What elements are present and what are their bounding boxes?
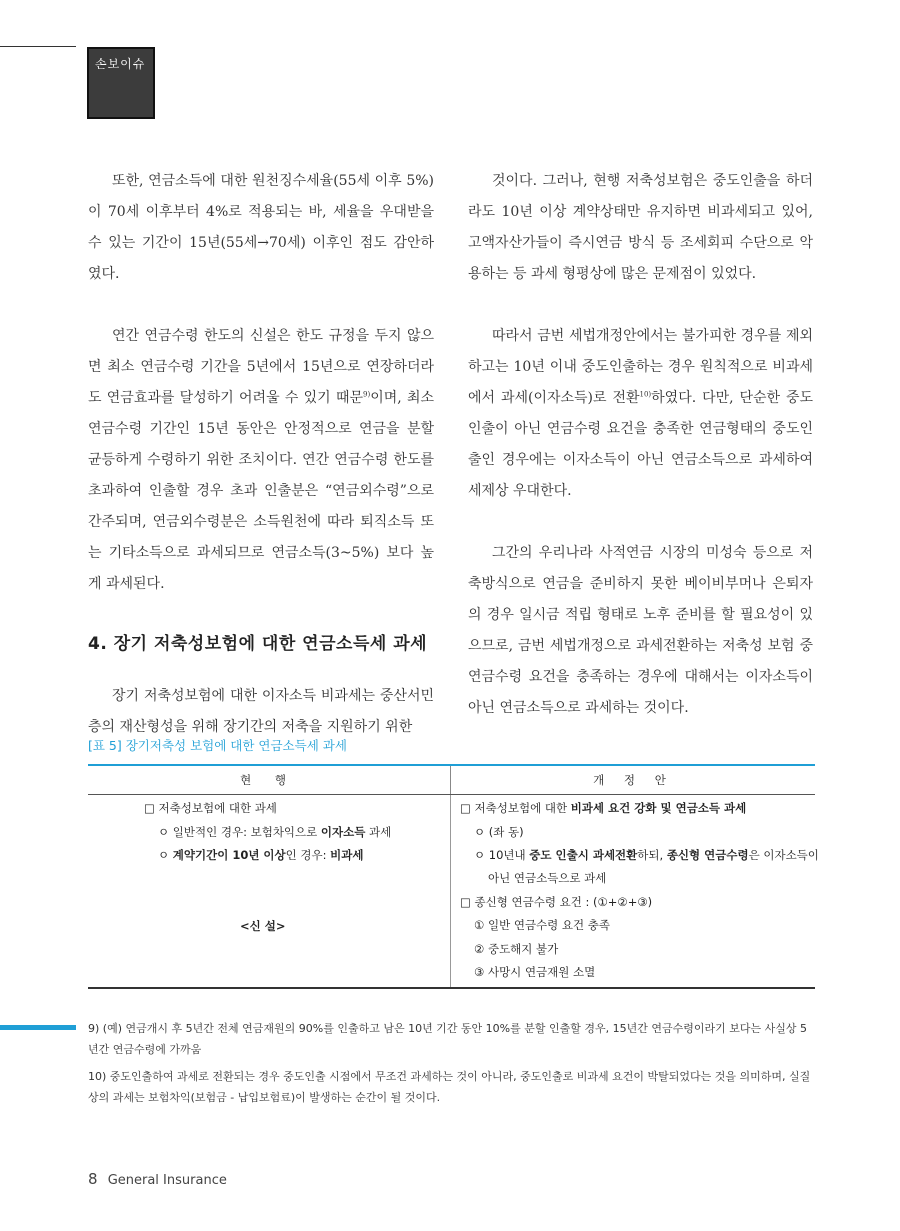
footnote-9	[88, 1018, 815, 1060]
proposal-line-5: □ 종신형 연금수령 요건 : (①+②+③)	[460, 895, 653, 909]
table-header-current: 현 행	[240, 773, 296, 787]
left-paragraph-2	[88, 321, 434, 600]
right-paragraph-1: 것이다. 그러나, 현행 저축성보험은 중도인출을 하더라도 10년 이상 계약상태만 유지하면 비과세되고 있어, 고액자산가들이 즉시연금 방식 등 조세회피 수단으로 악용하는 등 과세 형평상에 많은 문제점이 있었다.	[468, 173, 813, 282]
table-header-proposal: 개 정 안	[593, 773, 674, 787]
footnote-9-label: 9)	[88, 1022, 100, 1035]
left-paragraph-2-text-b: 이며, 최소 연금수령 기간인 15년 동안은 안정적으로 연금을 분할 균등하게 수령하기 위한 조치이다. 연간 연금수령 한도를 초과하여 인출할 경우 초과 인출분은 “연금외수령”으로 간주되며, 연금외수령분은 소득원천에 따라 퇴직소득 또는 기타소득으로 과세되므로 연금소득(3~5%) 보다 높게 과세된다.	[88, 390, 434, 592]
footnote-10-text: 중도인출하여 과세로 전환되는 경우 중도인출 시점에서 무조건 과세하는 것이 아니라, 중도인출로 비과세 요건이 박탈되었다는 것을 의미하며, 실질상의 과세는 보험차익(보험금 - 납입보험료)이 발생하는 순간이 될 것이다.	[88, 1070, 811, 1104]
proposal-line-1	[460, 797, 746, 820]
proposal-line-3-c: 하되,	[637, 848, 667, 862]
proposal-line-3-a: ㅇ 10년내	[474, 848, 530, 862]
footnote-ref-9: 9)	[363, 390, 371, 399]
proposal-line-3-e: 은 이자소득이	[748, 848, 819, 862]
table-header-row	[88, 764, 815, 795]
current-line-new: <신 설>	[240, 919, 286, 933]
footnote-9-text: (예) 연금개시 후 5년간 전체 연금재원의 90%를 인출하고 남은 10년 기간 동안 10%를 분할 인출할 경우, 15년간 연금수령이라기 보다는 사실상 5년간 연금수령에 가까움	[88, 1022, 807, 1056]
footnote-10	[88, 1066, 815, 1108]
current-line-2-c: 과세	[365, 825, 392, 839]
current-line-3-b: 계약기간이 10년 이상	[172, 848, 286, 862]
proposal-line-4: 아닌 연금소득으로 과세	[488, 871, 607, 885]
section-heading: 4. 장기 저축성보험에 대한 연금소득세 과세	[88, 634, 428, 654]
left-column	[88, 166, 434, 743]
current-line-2	[158, 821, 391, 844]
proposal-line-3-b: 중도 인출시 과세전환	[529, 848, 638, 862]
footnote-10-label: 10)	[88, 1070, 107, 1083]
proposal-line-8: ③ 사망시 연금재원 소멸	[474, 965, 596, 979]
current-line-3	[158, 844, 364, 867]
current-line-2-a: ㅇ 일반적인 경우: 보험차익으로	[158, 825, 321, 839]
table-column-divider	[450, 795, 451, 987]
right-paragraph-2	[468, 321, 813, 507]
footnote-accent-bar	[0, 1025, 76, 1030]
page-footer	[88, 1170, 227, 1188]
proposal-line-3	[474, 844, 819, 867]
section-badge-label: 손보이슈	[95, 57, 146, 71]
current-line-3-a: ㅇ	[158, 848, 173, 862]
current-line-1: □ 저축성보험에 대한 과세	[144, 801, 277, 815]
right-paragraph-3: 그간의 우리나라 사적연금 시장의 미성숙 등으로 저축방식으로 연금을 준비하지 못한 베이비부머나 은퇴자의 경우 일시금 적립 형태로 노후 준비를 할 필요성이 있으므로, 금번 세법개정으로 과세전환하는 저축성 보험 중 연금수령 요건을 충족하는 경우에 대해서는 이자소득이 아닌 연금소득으로 과세하는 것이다.	[468, 545, 813, 716]
current-line-3-c: 인 경우:	[285, 848, 331, 862]
right-paragraph-2-text-a: 따라서 금번 세법개정안에서는 불가피한 경우를 제외하고는 10년 이내 중도인출하는 경우 원칙적으로 비과세에서 과세(이자소득)로 전환	[468, 328, 813, 406]
right-column	[468, 166, 813, 724]
left-paragraph-1: 또한, 연금소득에 대한 원천징수세율(55세 이후 5%)이 70세 이후부터 4%로 적용되는 바, 세율을 우대받을 수 있는 기간이 15년(55세→70세) 이후인 점도 감안하였다.	[88, 173, 434, 282]
table-header-divider	[450, 766, 451, 794]
page-number: 8	[88, 1170, 98, 1188]
table-body	[88, 795, 819, 989]
proposal-line-1-b: 비과세 요건 강화 및 연금소득 과세	[570, 801, 747, 815]
section-badge	[87, 47, 155, 119]
proposal-line-1-a: □ 저축성보험에 대한	[460, 801, 571, 815]
current-line-3-d: 비과세	[330, 848, 364, 862]
left-paragraph-2-text-a: 연간 연금수령 한도의 신설은 한도 규정을 두지 않으면 최소 연금수령 기간을 5년에서 15년으로 연장하더라도 연금효과를 달성하기 어려울 수 있기 때문	[88, 328, 434, 406]
footnotes	[88, 1018, 815, 1114]
proposal-line-2: ㅇ (좌 동)	[474, 825, 524, 839]
proposal-line-6: ① 일반 연금수령 요건 충족	[474, 918, 611, 932]
proposal-line-3-d: 종신형 연금수령	[666, 848, 749, 862]
footnote-ref-10: 10)	[639, 390, 652, 399]
comparison-table	[88, 764, 819, 989]
top-rule	[0, 46, 76, 47]
left-paragraph-3: 장기 저축성보험에 대한 이자소득 비과세는 중산서민층의 재산형성을 위해 장기간의 저축을 지원하기 위한	[88, 688, 434, 735]
publication-name: General Insurance	[107, 1173, 227, 1188]
right-paragraph-2-text-b: 하였다. 다만, 단순한 중도인출이 아닌 연금수령 요건을 충족한 연금형태의 중도인출인 경우에는 이자소득이 아닌 연금소득으로 과세하여 세제상 우대한다.	[468, 390, 813, 499]
current-line-2-b: 이자소득	[320, 825, 366, 839]
table-caption: [표 5] 장기저축성 보험에 대한 연금소득세 과세	[88, 738, 347, 753]
proposal-line-7: ② 중도해지 불가	[474, 942, 559, 956]
